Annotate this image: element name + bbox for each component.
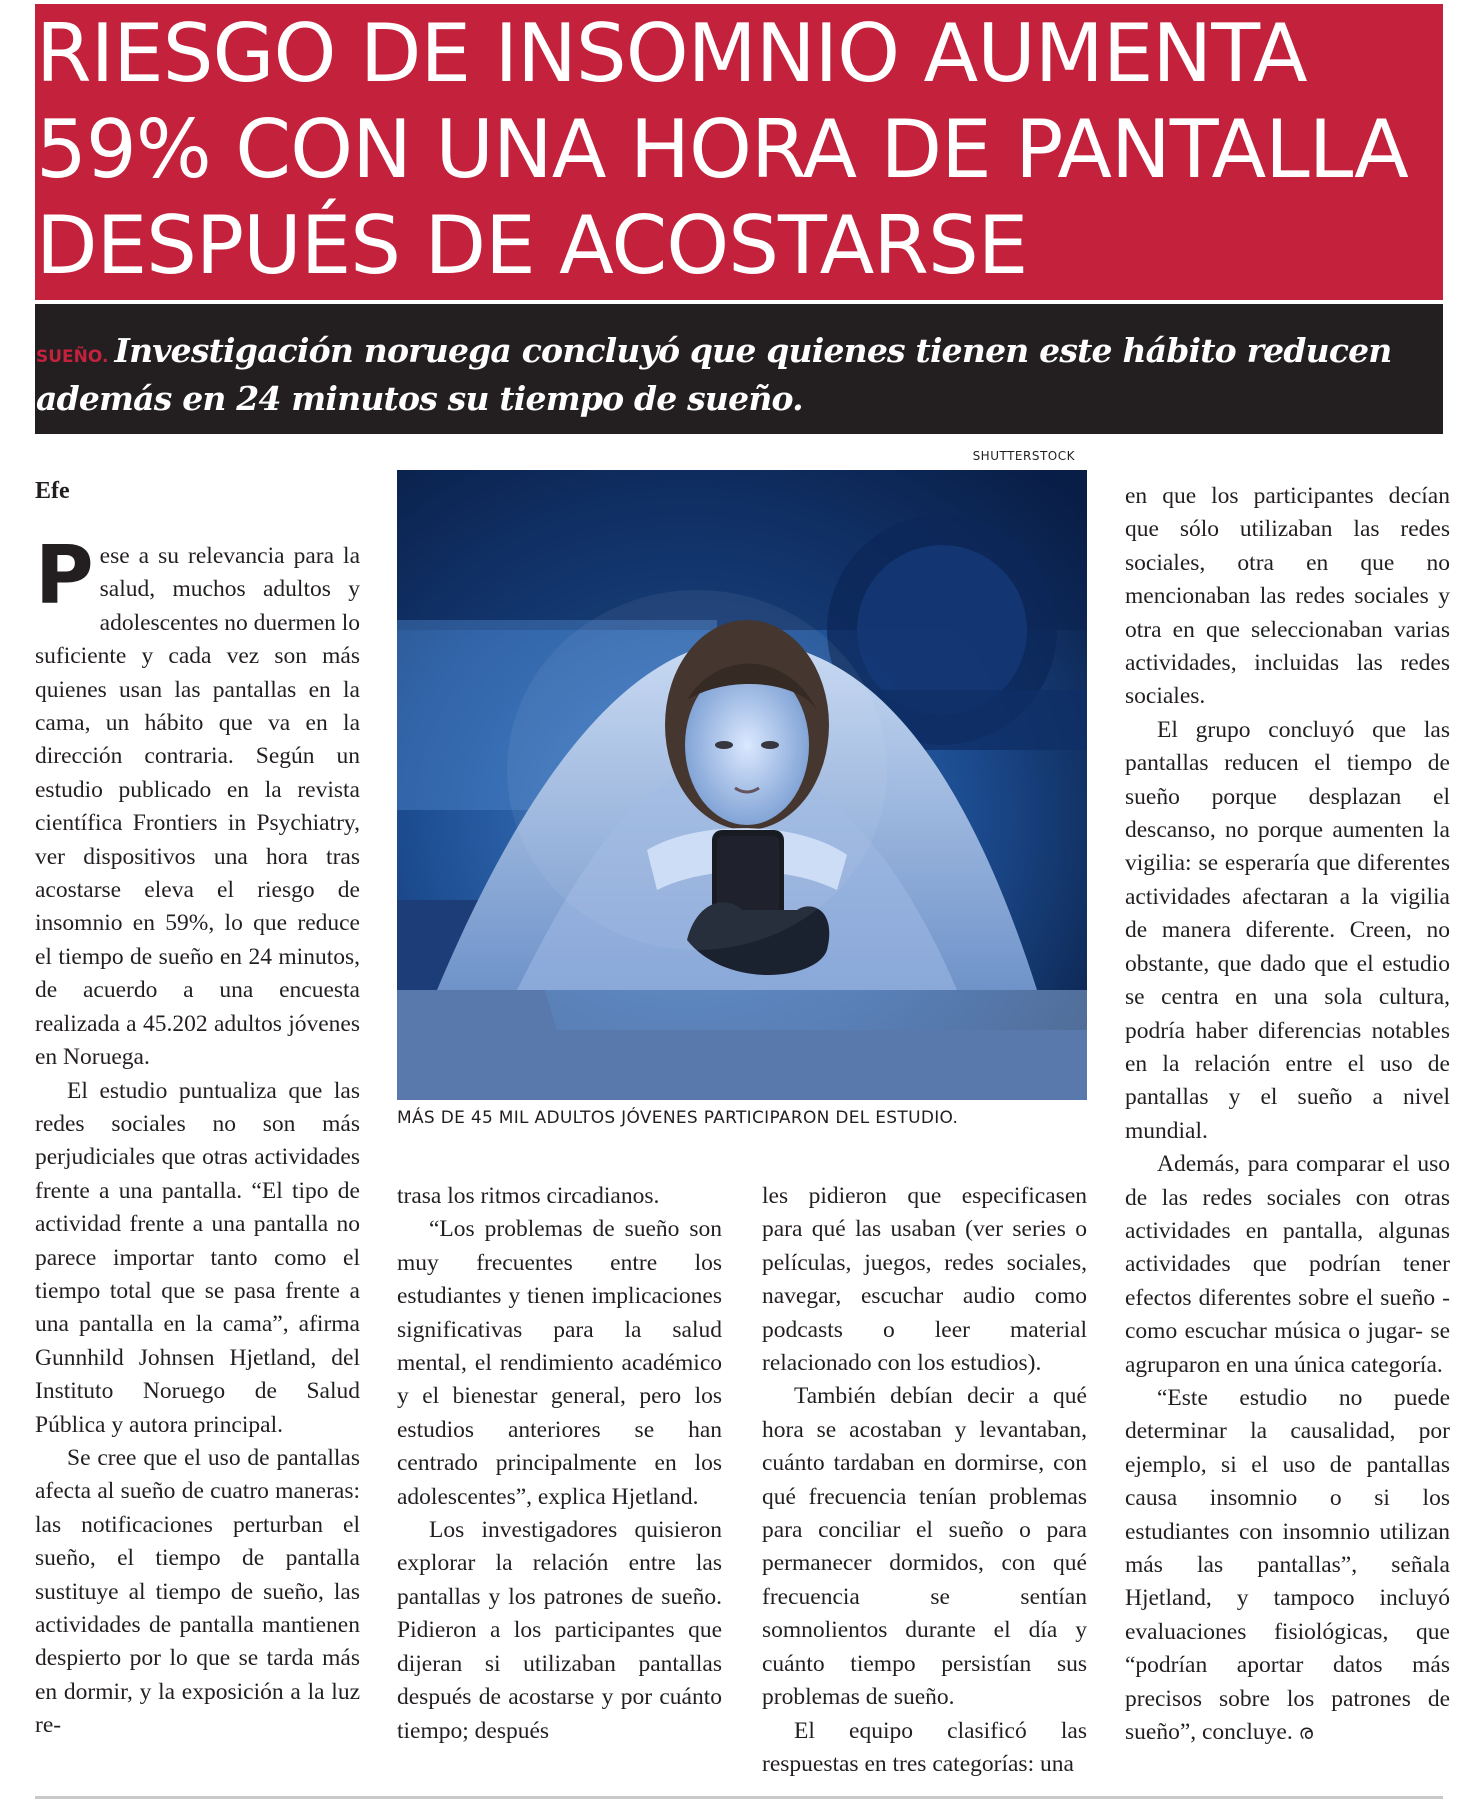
photo-credit: SHUTTERSTOCK bbox=[972, 449, 1075, 463]
photo-caption: MÁS DE 45 MIL ADULTOS JÓVENES PARTICIPARON DEL ESTUDIO. bbox=[397, 1108, 959, 1128]
paragraph: Además, para comparar el uso de las redes sociales con otras actividades en pantalla, algunas actividades que podrían tener efectos diferentes sobre el sueño -como escuchar música o jugar- se agruparon en una única categoría. bbox=[1125, 1151, 1450, 1378]
paragraph: El estudio puntualiza que las redes sociales no son más perjudiciales que otras actividades frente a una pantalla. “El tipo de actividad frente a una pantalla no parece importar tanto como el tiempo total que se pasa frente a una pantalla en la cama”, afirma Gunnhild Johnsen Hjetland, del Instituto Noruego de Salud Pública y autora principal. bbox=[35, 1077, 360, 1438]
article-column-4 bbox=[1125, 480, 1450, 1749]
article-photo bbox=[397, 470, 1087, 1100]
subhead-text: Investigación noruega concluyó que quienes tienen este hábito reducen además en 24 minutos su tiempo de sueño. bbox=[36, 331, 1392, 418]
paragraph: El grupo concluyó que las pantallas reducen el tiempo de sueño porque desplazan el descanso, no porque aumenten la vigilia: se esperaría que diferentes actividades afectaran a la vigilia de manera diferente. Creen, no obstante, que dado que el estudio se centra en una sola cultura, podría haber diferencias notables en la relación entre el uso de pantallas y el sueño a nivel mundial. bbox=[1125, 716, 1450, 1144]
paragraph: El equipo clasificó las respuestas en tres categorías: una bbox=[762, 1717, 1087, 1777]
paragraph: También debían decir a qué hora se acostaban y levantaban, cuánto tardaban en dormirse, con qué frecuencia tenían problemas para conciliar el sueño o para permanecer dormidos, con qué frecuencia se sentían somnolientos durante el día y cuánto tiempo persistían sus problemas de sueño. bbox=[762, 1383, 1087, 1711]
paragraph: en que los participantes decían que sólo utilizaban las redes sociales, otra en que no mencionaban las redes sociales y otra en que seleccionaban varias actividades, incluidas las redes sociales. bbox=[1125, 483, 1450, 710]
article-column-1 bbox=[35, 529, 361, 1743]
headline bbox=[36, 6, 1436, 294]
paragraph: Los investigadores quisieron explorar la relación entre las pantallas y los patrones de sueño. Pidieron a los participantes que dijeran si utilizaban pantallas después de acostarse y por cuánto tiempo; después bbox=[397, 1517, 722, 1744]
paragraph: les pidieron que especificasen para qué las usaban (ver series o películas, juegos, redes sociales, navegar, escuchar audio como podcasts o leer material relacionado con los estudios). bbox=[762, 1183, 1087, 1377]
paragraph: “Este estudio no puede determinar la causalidad, por ejemplo, si el uso de pantallas causa insomnio o si los estudiantes con insomnio utilizan más las pantallas”, señala Hjetland, y tampoco incluyó evaluaciones fisiológicas, que “podrían aportar datos más precisos sobre los patrones de sueño”, concluye. ര bbox=[1125, 1384, 1450, 1746]
end-mark-icon: ര bbox=[1298, 1720, 1313, 1745]
paragraph: Pese a su relevancia para la salud, muchos adultos y adolescentes no duermen lo suficiente y cada vez son más quienes usan las pantallas en la cama, un hábito que va en la dirección contraria. Según un estudio publicado en la revista científica Frontiers in Psychiatry, ver dispositivos una hora tras acostarse eleva el riesgo de insomnio en 59%, lo que reduce el tiempo de sueño en 24 minutos, de acuerdo a una encuesta realizada a 45.202 adultos jóvenes en Noruega. bbox=[35, 529, 361, 1071]
drop-cap: P bbox=[35, 529, 94, 622]
bottom-rule bbox=[35, 1796, 1443, 1799]
headline-line-1: RIESGO DE INSOMNIO AUMENTA bbox=[36, 7, 1307, 100]
paragraph: trasa los ritmos circadianos. bbox=[397, 1183, 660, 1209]
headline-line-2: 59% CON UNA HORA DE PANTALLA bbox=[36, 103, 1408, 196]
paragraph: Se cree que el uso de pantallas afecta al sueño de cuatro maneras: las notificaciones perturban el sueño, el tiempo de pantalla sustituye al tiempo de sueño, las actividades de pantalla mantienen despierto por lo que se tarda más en dormir, y la exposición a la luz re- bbox=[35, 1444, 360, 1739]
article-column-2 bbox=[397, 1180, 722, 1748]
subhead bbox=[36, 330, 1436, 420]
photo-woman-phone-in-bed bbox=[397, 470, 1087, 1100]
section-kicker: SUEÑO. bbox=[36, 347, 109, 367]
paragraph: “Los problemas de sueño son muy frecuentes entre los estudiantes y tienen implicaciones significativas para la salud mental, el rendimiento académico y el bienestar general, pero los estudios anteriores se han centrado principalmente en los adolescentes”, explica Hjetland. bbox=[397, 1216, 722, 1510]
headline-line-3: DESPUÉS DE ACOSTARSE bbox=[36, 199, 1028, 292]
byline: Efe bbox=[35, 478, 70, 504]
article-column-3 bbox=[762, 1180, 1087, 1781]
